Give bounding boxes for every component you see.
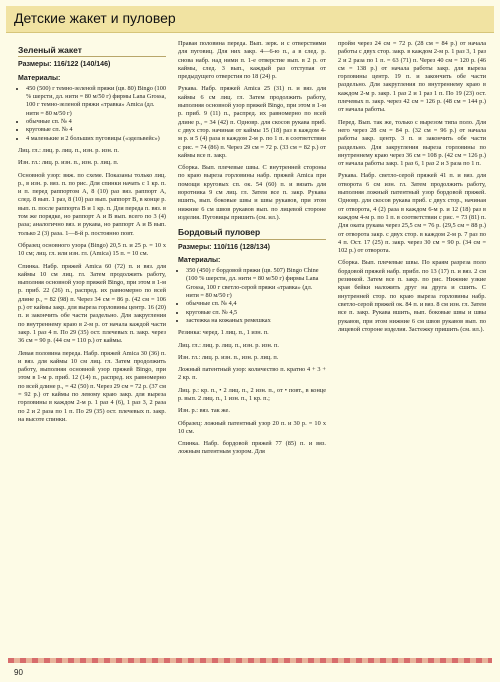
paragraph: Рукава. Набр. светло-серой пряжей 41 п. и вяз. для отворота 6 см изн. гл. Затем продолжить работу, выполняя ложный патентный узор бордовой пряжей. Одновр. для скосов рукава приб. с двух стор., начиная от отворота, 4 (2) раза в каждом 6-м р. и 12 (18) раз в каждом 4-м р. по 1 п. в соответствии с рис. = 73 (81) п. Для оката рукава через 25,5 см = 76 р. (29,5 см = 88 р.) от отворота закр. с двух стор. в каждом 2-м р. 7 раз по 4 п. Ост. 17 (25) п. закр. через 30 см = 90 р. (34 см = 102 р.) от отворота. bbox=[338, 172, 486, 255]
page-number: 90 bbox=[14, 668, 23, 677]
paragraph: Лиц. гл.: лиц. р. лиц. п., изн. р. изн. п. bbox=[178, 341, 279, 349]
decorative-footer-strip bbox=[8, 658, 492, 663]
column-left bbox=[18, 40, 166, 428]
material-item: • застежка на кожаных ремешках bbox=[186, 317, 326, 325]
paragraph: Лиц. р.: кр. п., • 2 лиц. п., 2 изн. п., от • повт., в конце р. вып. 2 лиц. п., 1 изн. п., 1 кр. п.; bbox=[178, 386, 326, 402]
sizes-green-jacket: Размеры: 116/122 (140/146) bbox=[18, 61, 111, 69]
paragraph: Основной узор: вяж. по схеме. Показаны только лиц. р., в изн. р. вяз. п. по рис. Для спинки начать с 1 кр. п. и п. перед раппортом А, 8 (10) раз вяз. раппорт А, след. 8 вып. 1 раз, 8 (10) раз вып. раппорт В, в конце р. вып. п. после раппорта В и 1 кр. п. Для переда п. вяз. в том же порядке, но раппорт А и В вып. всего по 3 (4) раза; аналогично вяз. и рукава, но раппорт А и В вып. только 2 (3) раза. 1—8-й р. постоянно повт. bbox=[18, 171, 166, 237]
column-right bbox=[338, 40, 486, 338]
paragraph: Рукава. Набр. пряжей Amica 25 (31) п. и вяз. для каймы 6 см лиц. гл. Затем продолжить работу, выполняя основной узор пряжей Bingo, при этом в 1-м р. приб. 9 (11) п., распред. их равномерно по всей длине р., = 34 (42) п. Одновр. для скосов рукава приб. с двух стор. начиная от каймы 15 (18) раз в каждом 4-м р. и 5 (4) раза в каждом 2-м р. по 1 п. в соответствии с рис. = 74 (86) п. Через 29 см = 72 р. (33 см = 82 р.) от каймы все п. закр. bbox=[178, 85, 326, 159]
section-title-green-jacket: Зеленый жакет bbox=[18, 46, 166, 57]
column-middle bbox=[178, 40, 326, 461]
material-item: • обычные сп. № 4 bbox=[26, 118, 166, 126]
paragraph: Образец: ложный патентный узор 20 п. и 30 р. = 10 х 10 см. bbox=[178, 419, 326, 435]
page-title: Детские жакет и пуловер bbox=[14, 10, 176, 26]
material-item: • обычные сп. № 4,4 bbox=[186, 300, 326, 308]
paragraph: Правая половина переда. Вып. зерк. и с отверстиями для пуговиц. Для них закр. 4—6-ю п., а в след. р. снова набр. над ними п. 1-е отверстие вып. в 2 р. от каймы, след. 3 вып., каждый раз отступая от предыдущего отверстия по 18 (24) р. bbox=[178, 40, 326, 81]
paragraph: Сборка. Вып. плечевые швы. По краям разреза поло бордовой пряжей набр. прибл. по 13 (17) п. и вяз. 2 см резинкой. Затем все п. закр. по рис. Нижние узкие края бейки наложить друг на друга и сшить. С внутренней стор. по краю выреза горловины набр. светло-серой пряжей ок. 84 п. и вяз. 8 см изн. гл. Затем все п. закр. Рукава вшить, вып. боковые швы и швы рукавов, при этом нижние 6 см швов рукавов вып. по лицевой стороне изделия. Застежку пришить (см. ил.). bbox=[338, 259, 486, 333]
paragraph: Резинка: черед. 1 лиц. п., 1 изн. п. bbox=[178, 329, 269, 337]
materials-list bbox=[18, 85, 166, 143]
material-item: • круговые сп. № 4,5 bbox=[186, 309, 326, 317]
paragraph: Спинка. Набр. бордовой пряжей 77 (85) п. и вяз. ложным патентным узором. Для bbox=[178, 440, 326, 456]
section-title-burgundy-pullover: Бордовый пуловер bbox=[178, 228, 326, 239]
material-item: • круговые сп. № 4 bbox=[26, 126, 166, 134]
paragraph: Ложный патентный узор: количество п. кратно 4 + 3 + 2 кр. п. bbox=[178, 366, 326, 382]
paragraph: Лиц. гл.: лиц. р. лиц. п., изн. р. изн. п. bbox=[18, 146, 119, 154]
material-item: • 350 (450) г бордовой пряжи (цв. 507) Bingo Chine (100 % шерсти, дл. нити = 80 м/50 г) фирмы Lana Grossa, 100 г светло-серой пряжи «травка» (дл. нити = 80 м/50 г) bbox=[186, 267, 326, 300]
paragraph: Сборка. Вып. плечевые швы. С внутренней стороны по краю выреза горловины набр. пряжей Amica при помощи круговых сп. ок. 54 (60) п. и вязать для воротника 9 см лиц. гл. Затем все п. закр. Рукава вшить, вып. боковые швы и швы рукавов, при этом нижние 6 см швов рукавов вып. по лицевой стороне изделия. Пуговицы пришить (см. ил.). bbox=[178, 164, 326, 221]
paragraph: Перед. Вып. так же, только с вырезом типа поло. Для него через 28 см = 84 р. (32 см = 96 р.) от начала работы закр. центр. 3 п. и закончить обе части раздельно. Для закругления выреза горловины по внутреннему краю через 36 см = 108 р. (42 см = 126 р.) от начала работы закр. 1 раз 6, 1 раз 2 и 3 раза по 1 п. bbox=[338, 118, 486, 168]
paragraph: Изн. гл.: лиц. р. изн. п., изн. р. лиц. п. bbox=[178, 353, 279, 361]
materials-title: Материалы: bbox=[178, 256, 221, 264]
paragraph: Образец основного узора (Bingo) 20,5 п. и 25 р. = 10 х 10 см; лиц. гл. или изн. гл. (Amica) 15 п. = 10 см. bbox=[18, 241, 166, 258]
material-item: • 4 маленькие и 2 больших пуговицы («эдельвейс») bbox=[26, 135, 166, 143]
paragraph: Спинка. Набр. пряжей Amica 60 (72) п. и вяз. для каймы 10 см лиц. гл. Затем продолжить работу, выполняя основной узор пряжей Bingo, при этом в 1-м р. приб. 22 (26) п., распред. их равномерно по всей длине р., = 82 (98) п. Через 34 см = 86 р. (42 см = 106 р.) от каймы закр. для выреза горловины центр. 16 (20) п. и закончить обе части раздельно. Для закругления по внутреннему краю в 2-м р. от начала каждой части закр. 1 раз 4 п. По 29 (35) ост. плечевых п. закр. через 36 см = 90 р. (44 см = 110 р.) от каймы. bbox=[18, 262, 166, 345]
paragraph: пройм через 24 см = 72 р. (28 см = 84 р.) от начала работы с двух стор. закр. в каждом 2-м р. 1 раз 3, 1 раз 2 и 2 раза по 1 п. = 63 (71) п. Через 40 см = 120 р. (46 см = 138 р.) от начала работы закр. для выреза горловины центр. 19 п. и закончить обе части раздельно. Для закругления по внутреннему краю в каждом 2-м р. закр. 1 раз 2 и 1 раз 1 п. По 19 (23) ост. плечевых п. закр. через 42 см = 126 р. (48 см = 144 р.) от начала работы. bbox=[338, 40, 486, 114]
materials-title: Материалы: bbox=[18, 74, 61, 82]
header-bar bbox=[6, 6, 494, 33]
paragraph: Левая половина переда. Набр. пряжей Amica 30 (36) п. и вяз. для каймы 10 см лиц. гл. Затем продолжить работу, выполняя основной узор пряжей Bingo, при этом в 1-м р. приб. 12 (14) п., распред. их равномерно по всей длине р., = 42 (50) п. Через 29 см = 72 р. (37 см = 92 р.) от каймы по левому краю закр. для выреза горловины в каждом 2-м р. 1 раз 4 (6), 1 раз 3, 2 раза по 2 и 2 раза по 1 п. По 29 (35) ост. плечевых п. закр. на высоте спинки. bbox=[18, 349, 166, 423]
sizes-burgundy-pullover: Размеры: 110/116 (128/134) bbox=[178, 243, 270, 251]
paragraph: Изн. р.: вяз. так же. bbox=[178, 407, 230, 415]
materials-list bbox=[178, 267, 326, 325]
paragraph: Изн. гл.: лиц. р. изн. п., изн. р. лиц. п. bbox=[18, 159, 119, 167]
material-item: • 450 (500) г темно-зеленой пряжи (цв. 80) Bingo (100 % шерсти, дл. нити = 80 м/50 г) фирмы Lana Grossa, 100 г темно-зеленой пряжи «травка» Amica (дл. нити = 80 м/50 г) bbox=[26, 85, 166, 118]
